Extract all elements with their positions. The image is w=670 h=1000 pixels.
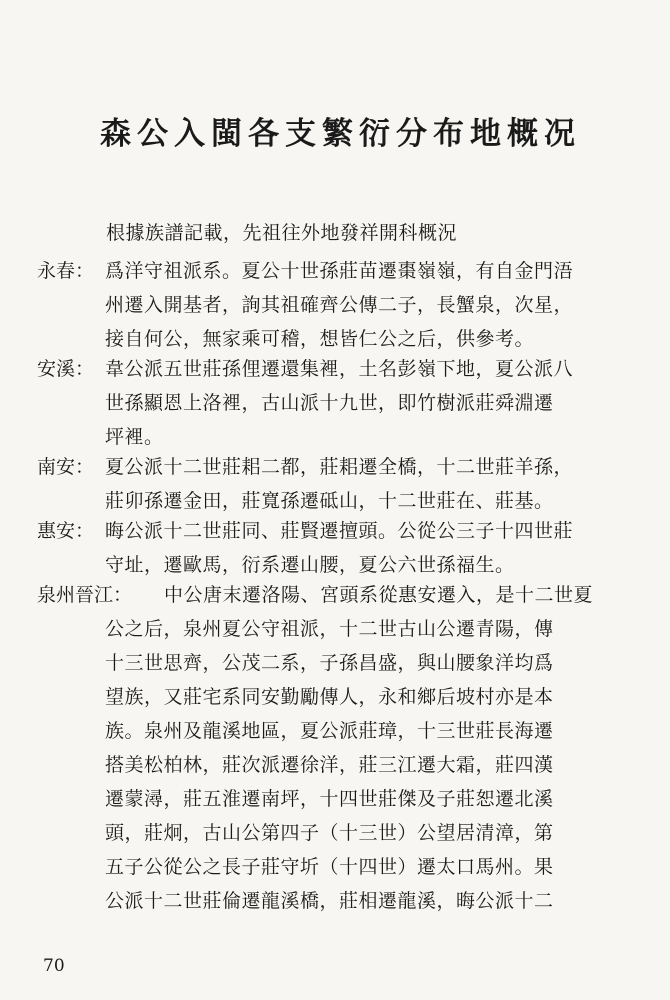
entry-line: 晦公派十二世莊同、莊賢遷擅頭。公從公三子十四世莊 <box>105 520 574 542</box>
entry-line: 五子公從公之長子莊守圻（十四世）遷太口馬州。果 <box>105 856 554 878</box>
entry-label: 安溪： <box>37 358 95 380</box>
entry-label: 惠安： <box>37 520 95 542</box>
entry-line: 公派十二世莊倫遷龍溪橋，莊相遷龍溪，晦公派十二 <box>105 890 554 912</box>
entry-line: 公之后，泉州夏公守祖派，十二世古山公遷青陽，傳 <box>105 618 554 640</box>
entry-line: 州遷入開基者，詢其祖確齊公傳二子，長蟹泉，次星， <box>105 294 574 316</box>
entry-label: 南安： <box>37 456 95 478</box>
entry-line: 望族，又莊宅系同安勤勵傳人，永和鄉后坡村亦是本 <box>105 686 554 708</box>
entry-line: 坪裡。 <box>105 426 164 448</box>
entry-label: 泉州晉江： <box>37 584 133 606</box>
entry-line: 世孫顯恩上洛裡，古山派十九世，即竹樹派莊舜淵遷 <box>105 392 554 414</box>
entry-line: 頭，莊炯，古山公第四子（十三世）公望居清漳，第 <box>105 822 554 844</box>
entry-line: 中公唐末遷洛陽、宮頭系從惠安遷入，是十二世夏 <box>164 584 594 606</box>
entry-label: 永春： <box>37 260 95 282</box>
entry-line: 十三世思齊，公茂二系，子孫昌盛，與山腰象洋均爲 <box>105 652 554 674</box>
entry-line: 搭美松柏林，莊次派遷徐洋，莊三江遷大霜，莊四漢 <box>105 754 554 776</box>
entry-line: 族。泉州及龍溪地區，夏公派莊璋，十三世莊長海遷 <box>105 720 554 742</box>
entry-line: 遷蒙潯，莊五淮遷南坪，十四世莊傑及子莊恕遷北溪 <box>105 788 554 810</box>
entry-line: 莊卯孫遷金田，莊寬孫遷砥山，十二世莊在、莊基。 <box>105 490 554 512</box>
page-title: 森公入閩各支繁衍分布地概况 <box>100 116 581 152</box>
entry-line: 爲洋守祖派系。夏公十世孫莊苗遷棗嶺嶺，有自金門浯 <box>105 260 574 282</box>
intro-text: 根據族譜記載，先祖往外地發祥開科概況 <box>106 222 458 244</box>
page-number: 70 <box>43 956 65 976</box>
entry-line: 接自何公，無家乘可稽，想皆仁公之后，供參考。 <box>105 328 535 350</box>
entry-line: 韋公派五世莊孫俚遷還集裡，土名彭嶺下地，夏公派八 <box>105 358 574 380</box>
entry-line: 守址，遷歐馬，衍系遷山腰，夏公六世孫福生。 <box>105 554 515 576</box>
entry-line: 夏公派十二世莊耜二都，莊耜遷全橋，十二世莊羊孫， <box>105 456 574 478</box>
